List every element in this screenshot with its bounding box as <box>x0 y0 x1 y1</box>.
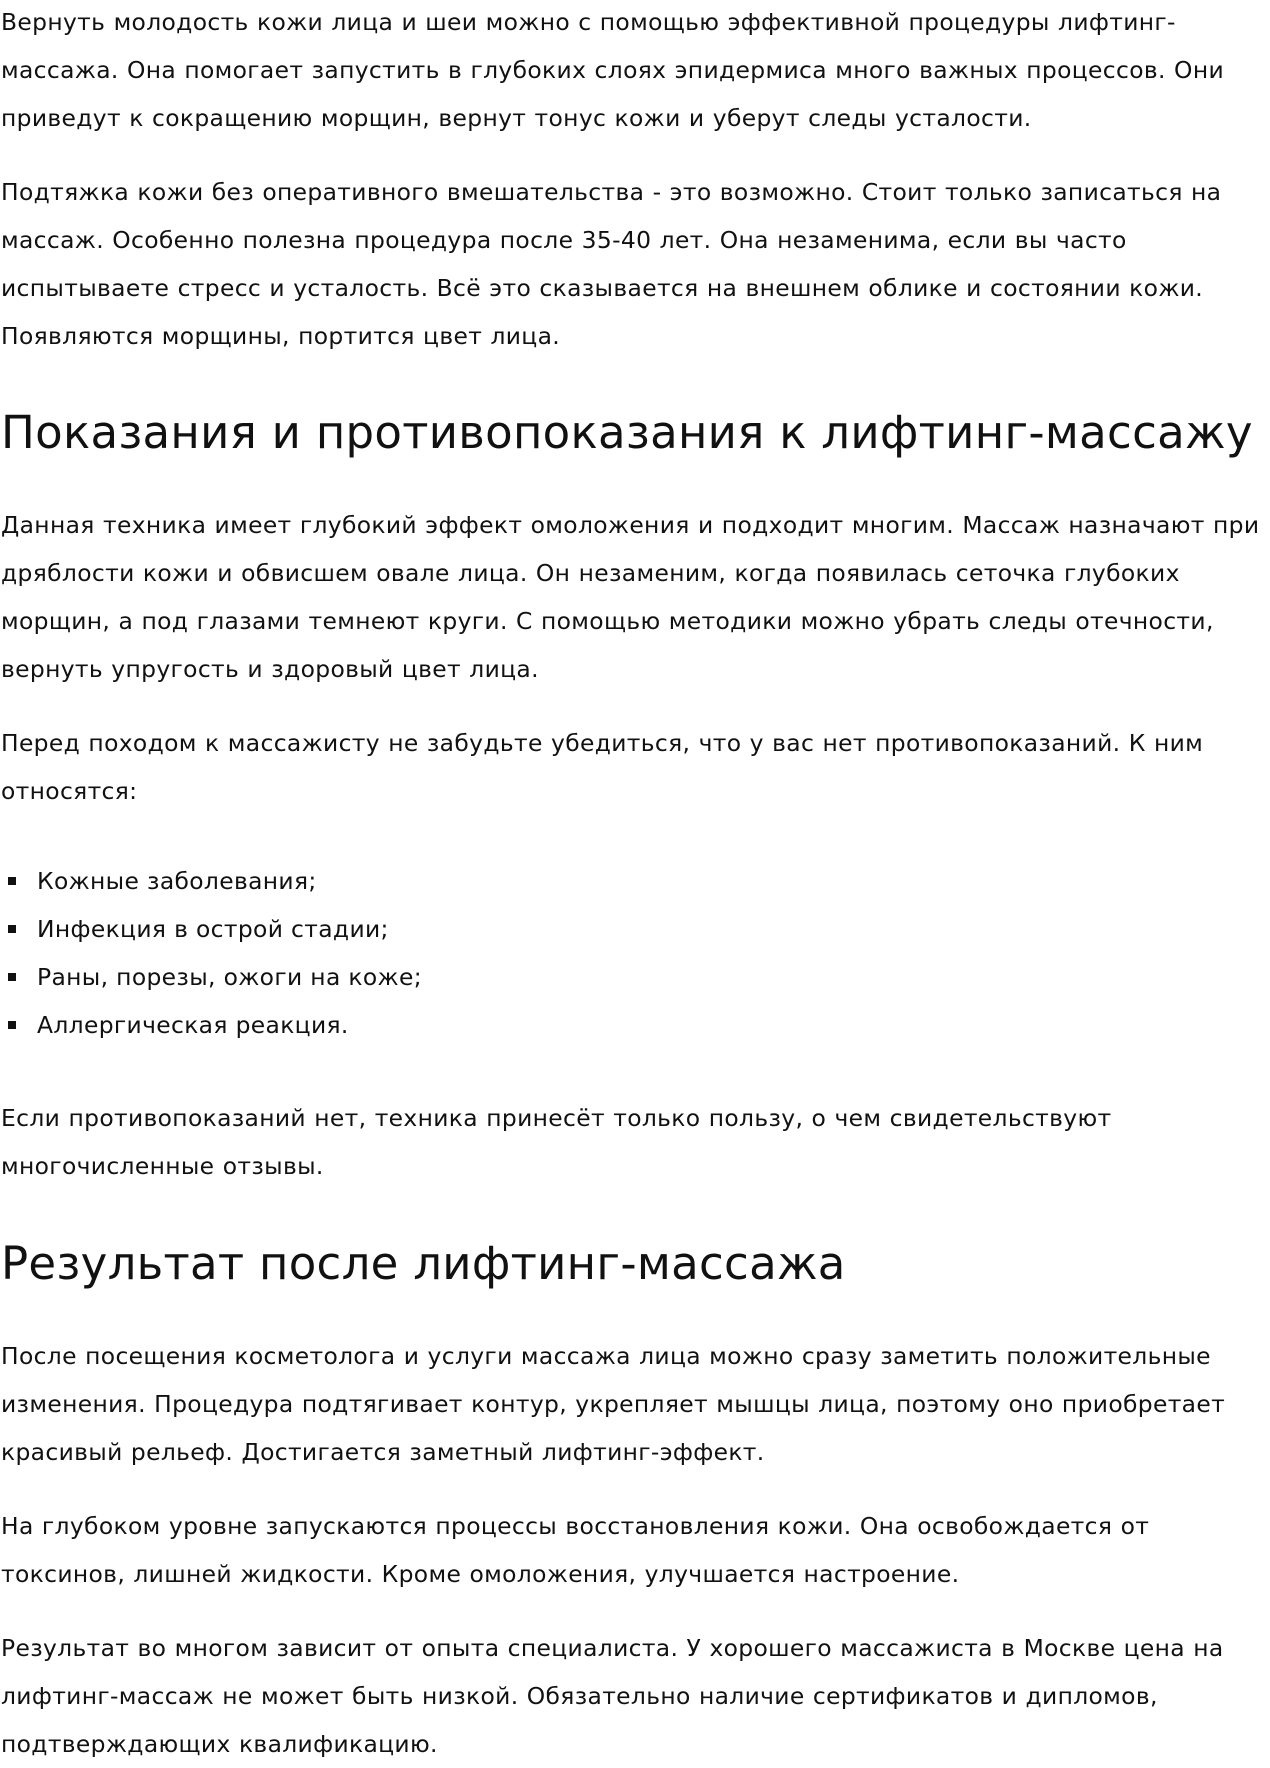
list-item <box>1 1001 1270 1049</box>
intro-paragraph-1: Вернуть молодость кожи лица и шеи можно с помощью эффективной процедуры лифтинг-массажа. Она помогает запустить в глубоких слоях эпидермиса много важных процессов. Они приведут к сокращению морщин, вернут тонус кожи и уберут следы усталости. <box>1 8 1225 132</box>
section-heading-indications: Показания и противопоказания к лифтинг-массажу <box>1 406 1253 459</box>
list-item-text: Аллергическая реакция. <box>37 1011 349 1039</box>
results-paragraph-1: После посещения косметолога и услуги массажа лица можно сразу заметить положительные изменения. Процедура подтягивает контур, укрепляет мышцы лица, поэтому оно приобретает красивый рельеф. Достигается заметный лифтинг-эффект. <box>1 1342 1226 1466</box>
square-bullet-icon <box>8 925 16 933</box>
list-item <box>1 857 1270 905</box>
results-paragraph-3: Результат во многом зависит от опыта специалиста. У хорошего массажиста в Москве цена на лифтинг-массаж не может быть низкой. Обязательно наличие сертификатов и дипломов, подтверждающих квалификацию. <box>1 1634 1224 1758</box>
square-bullet-icon <box>8 877 16 885</box>
intro-paragraph-2: Подтяжка кожи без оперативного вмешательства - это возможно. Стоит только записаться на массаж. Особенно полезна процедура после 35-40 лет. Она незаменима, если вы часто испытываете стресс и усталость. Всё это сказывается на внешнем облике и состоянии кожи. Появляются морщины, портится цвет лица. <box>1 178 1222 350</box>
results-paragraph-2: На глубоком уровне запускаются процессы восстановления кожи. Она освобождается от токсинов, лишней жидкости. Кроме омоложения, улучшается настроение. <box>1 1512 1150 1588</box>
square-bullet-icon <box>8 973 16 981</box>
indications-paragraph-1: Данная техника имеет глубокий эффект омоложения и подходит многим. Массаж назначают при дряблости кожи и обвисшем овале лица. Он незаменим, когда появилась сеточка глубоких морщин, а под глазами темнеют круги. С помощью методики можно убрать следы отечности, вернуть упругость и здоровый цвет лица. <box>1 511 1260 683</box>
contraindications-list <box>1 857 1270 1049</box>
indications-paragraph-2: Перед походом к массажисту не забудьте убедиться, что у вас нет противопоказаний. К ним относятся: <box>1 729 1204 805</box>
list-item <box>1 905 1270 953</box>
list-item-text: Раны, порезы, ожоги на коже; <box>37 963 422 991</box>
list-item <box>1 953 1270 1001</box>
list-item-text: Инфекция в острой стадии; <box>37 915 389 943</box>
square-bullet-icon <box>8 1021 16 1029</box>
list-item-text: Кожные заболевания; <box>37 867 317 895</box>
section-heading-results: Результат после лифтинг-массажа <box>1 1237 846 1290</box>
indications-closing-paragraph: Если противопоказаний нет, техника принесёт только пользу, о чем свидетельствуют многочисленные отзывы. <box>1 1104 1112 1180</box>
